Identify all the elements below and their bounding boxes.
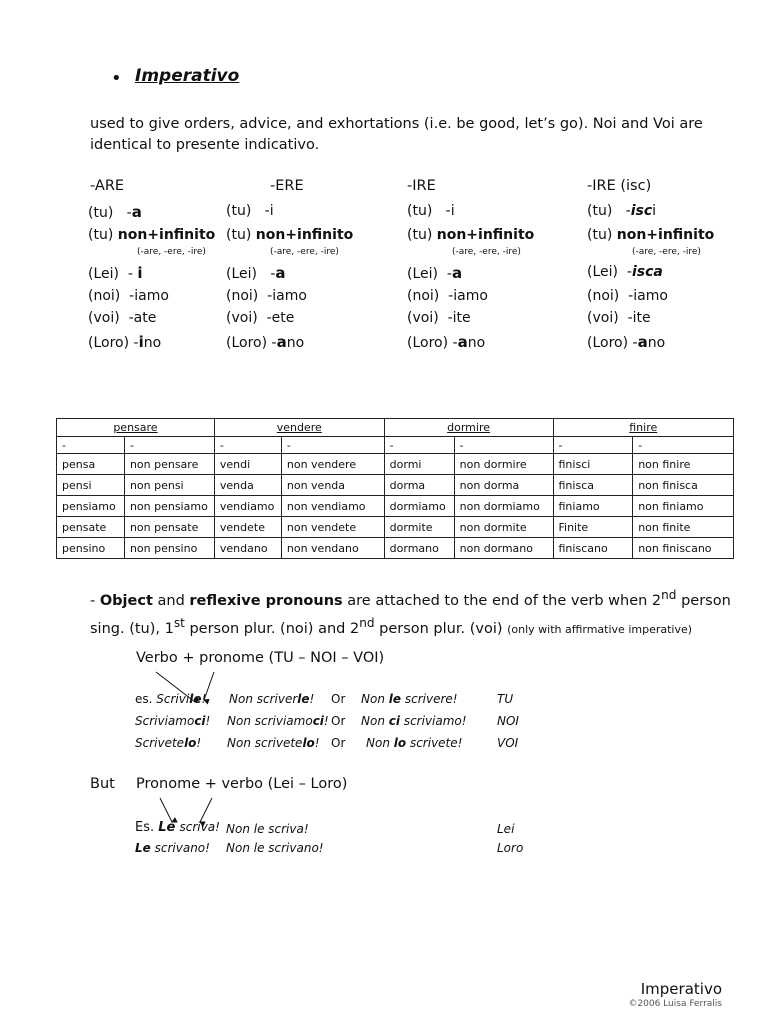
footer-title: Imperativo — [640, 980, 722, 998]
table-cell: non finiscano — [633, 538, 734, 559]
ire-tu-row: (tu) -i — [407, 203, 455, 219]
table-cell: non dormite — [454, 517, 553, 538]
table-header-cell: dormire — [384, 419, 553, 437]
section-heading: Imperativo — [135, 66, 240, 86]
table-cell: - — [553, 437, 633, 454]
example-row-loro: Le scrivano! — [135, 841, 210, 855]
are-tu-row: (tu) -a — [88, 203, 142, 221]
are-voi-row: (voi) -ate — [88, 310, 157, 326]
are-noi-row: (noi) -iamo — [88, 288, 169, 304]
example-row-noi: Scriviamoci! — [135, 714, 211, 728]
table-cell: non pensare — [124, 454, 214, 475]
table-row — [57, 475, 734, 496]
person-tu: TU — [497, 692, 514, 706]
intro-text: used to give orders, advice, and exhortations (i.e. be good, let’s go). Noi and Voi are identical to presente indicativo. — [90, 116, 703, 153]
ire-voi-row: (voi) -ite — [407, 310, 471, 326]
verb-conjugation-table — [56, 418, 734, 559]
but-label: But — [90, 776, 115, 792]
table-cell: non dormano — [454, 538, 553, 559]
table-cell: non vendiamo — [281, 496, 384, 517]
ire-isc-noi-row: (noi) -iamo — [587, 288, 668, 304]
table-cell: vendiamo — [214, 496, 281, 517]
ire-tu-neg-row: (tu) non+infinito — [407, 227, 535, 243]
ere-lei-row: (Lei) -a — [226, 264, 286, 282]
are-lei-row: (Lei) - i — [88, 264, 143, 282]
or-label: Or — [331, 692, 346, 706]
table-row — [57, 517, 734, 538]
table-cell: Finite — [553, 517, 633, 538]
alt-noi: Non ci scriviamo! — [361, 714, 467, 728]
table-cell: vendano — [214, 538, 281, 559]
table-cell: non dormiamo — [454, 496, 553, 517]
table-cell: non dormire — [454, 454, 553, 475]
ire-loro-row: (Loro) -ano — [407, 333, 486, 351]
ire-isc-note: (-are, -ere, -ire) — [632, 247, 701, 257]
table-cell: non dorma — [454, 475, 553, 496]
column-header-ere: -ERE — [270, 178, 304, 194]
ire-isc-loro-row: (Loro) -ano — [587, 333, 666, 351]
table-cell: - — [281, 437, 384, 454]
person-noi: NOI — [497, 714, 519, 728]
ire-isc-voi-row: (voi) -ite — [587, 310, 651, 326]
person-lei: Lei — [497, 822, 515, 836]
column-header-ire-isc: -IRE (isc) — [587, 178, 652, 194]
ere-note: (-are, -ere, -ire) — [270, 247, 339, 257]
table-row — [57, 454, 734, 475]
bullet-mark: • — [111, 68, 122, 89]
table-cell: finisci — [553, 454, 633, 475]
table-cell: non pensino — [124, 538, 214, 559]
ere-noi-row: (noi) -iamo — [226, 288, 307, 304]
column-header-are: -ARE — [90, 178, 125, 194]
table-cell: dormi — [384, 454, 454, 475]
table-cell: pensiamo — [57, 496, 125, 517]
ere-tu-neg-row: (tu) non+infinito — [226, 227, 354, 243]
table-dash-row — [57, 437, 734, 454]
table-cell: - — [384, 437, 454, 454]
table-cell: non vendete — [281, 517, 384, 538]
are-tu-neg-row: (tu) non+infinito — [88, 227, 216, 243]
negative-lei: Non le scriva! — [226, 822, 309, 836]
person-voi: VOI — [497, 736, 519, 750]
negative-noi: Non scriviamoci! — [227, 714, 329, 728]
ere-tu-row: (tu) -i — [226, 203, 274, 219]
ire-isc-tu-row: (tu) -isci — [587, 203, 657, 219]
table-cell: - — [454, 437, 553, 454]
negative-voi: Non scrivetelo! — [227, 736, 320, 750]
table-cell: non vendere — [281, 454, 384, 475]
table-cell: - — [633, 437, 734, 454]
alt-tu: Non le scrivere! — [361, 692, 458, 706]
column-header-ire: -IRE — [407, 178, 436, 194]
table-cell: non finisca — [633, 475, 734, 496]
table-cell: dormite — [384, 517, 454, 538]
verbo-pronome-label: Verbo + pronome (TU – NOI – VOI) — [136, 650, 385, 666]
negative-tu: Non scriverle! — [229, 692, 315, 706]
table-cell: dormano — [384, 538, 454, 559]
table-header-cell: vendere — [214, 419, 384, 437]
or-label: Or — [331, 736, 346, 750]
table-cell: non finire — [633, 454, 734, 475]
alt-voi: Non lo scrivete! — [366, 736, 463, 750]
table-row — [57, 496, 734, 517]
table-row — [57, 538, 734, 559]
table-cell: pensi — [57, 475, 125, 496]
table-cell: non finiamo — [633, 496, 734, 517]
ire-isc-lei-row: (Lei) -isca — [587, 264, 663, 280]
table-cell: non pensiamo — [124, 496, 214, 517]
table-header-cell: finire — [553, 419, 734, 437]
or-label: Or — [331, 714, 346, 728]
table-cell: non pensi — [124, 475, 214, 496]
table-cell: non venda — [281, 475, 384, 496]
reflexive-term: reflexive pronouns — [189, 592, 343, 609]
footer-copyright: ©2006 Luisa Ferralis — [628, 999, 722, 1009]
ire-isc-tu-neg-row: (tu) non+infinito — [587, 227, 715, 243]
table-cell: finiscano — [553, 538, 633, 559]
example-row-voi: Scrivetelo! — [135, 736, 202, 750]
ere-voi-row: (voi) -ete — [226, 310, 295, 326]
table-cell: - — [214, 437, 281, 454]
table-cell: vendi — [214, 454, 281, 475]
table-cell: non pensate — [124, 517, 214, 538]
table-cell: venda — [214, 475, 281, 496]
table-cell: vendete — [214, 517, 281, 538]
table-cell: non finite — [633, 517, 734, 538]
ire-noi-row: (noi) -iamo — [407, 288, 488, 304]
person-loro: Loro — [497, 841, 524, 855]
ere-loro-row: (Loro) -ano — [226, 333, 305, 351]
table-header-cell: pensare — [57, 419, 215, 437]
are-loro-row: (Loro) -ino — [88, 333, 162, 351]
table-cell: - — [124, 437, 214, 454]
are-note: (-are, -ere, -ire) — [137, 247, 206, 257]
table-cell: pensino — [57, 538, 125, 559]
table-cell: non vendano — [281, 538, 384, 559]
table-cell: pensa — [57, 454, 125, 475]
table-cell: - — [57, 437, 125, 454]
table-cell: finisca — [553, 475, 633, 496]
negative-loro: Non le scrivano! — [226, 841, 324, 855]
table-cell: dormiamo — [384, 496, 454, 517]
pronoun-rule: - Object and reflexive pronouns are attached to the end of the verb when 2nd person sing. (tu), 1st person plur. (noi) and 2nd person plur. (voi) (only with affirmative imperative) — [90, 588, 731, 637]
table-cell: finiamo — [553, 496, 633, 517]
ire-lei-row: (Lei) -a — [407, 264, 463, 282]
table-cell: dorma — [384, 475, 454, 496]
pronome-verbo-label: Pronome + verbo (Lei – Loro) — [136, 776, 348, 792]
object-term: Object — [99, 592, 153, 609]
table-cell: pensate — [57, 517, 125, 538]
table-header-row — [57, 419, 734, 437]
example-row-tu: es. Scrivile! — [135, 692, 207, 706]
example-row-lei: Es. Le scriva! — [135, 820, 220, 835]
ire-note: (-are, -ere, -ire) — [452, 247, 521, 257]
